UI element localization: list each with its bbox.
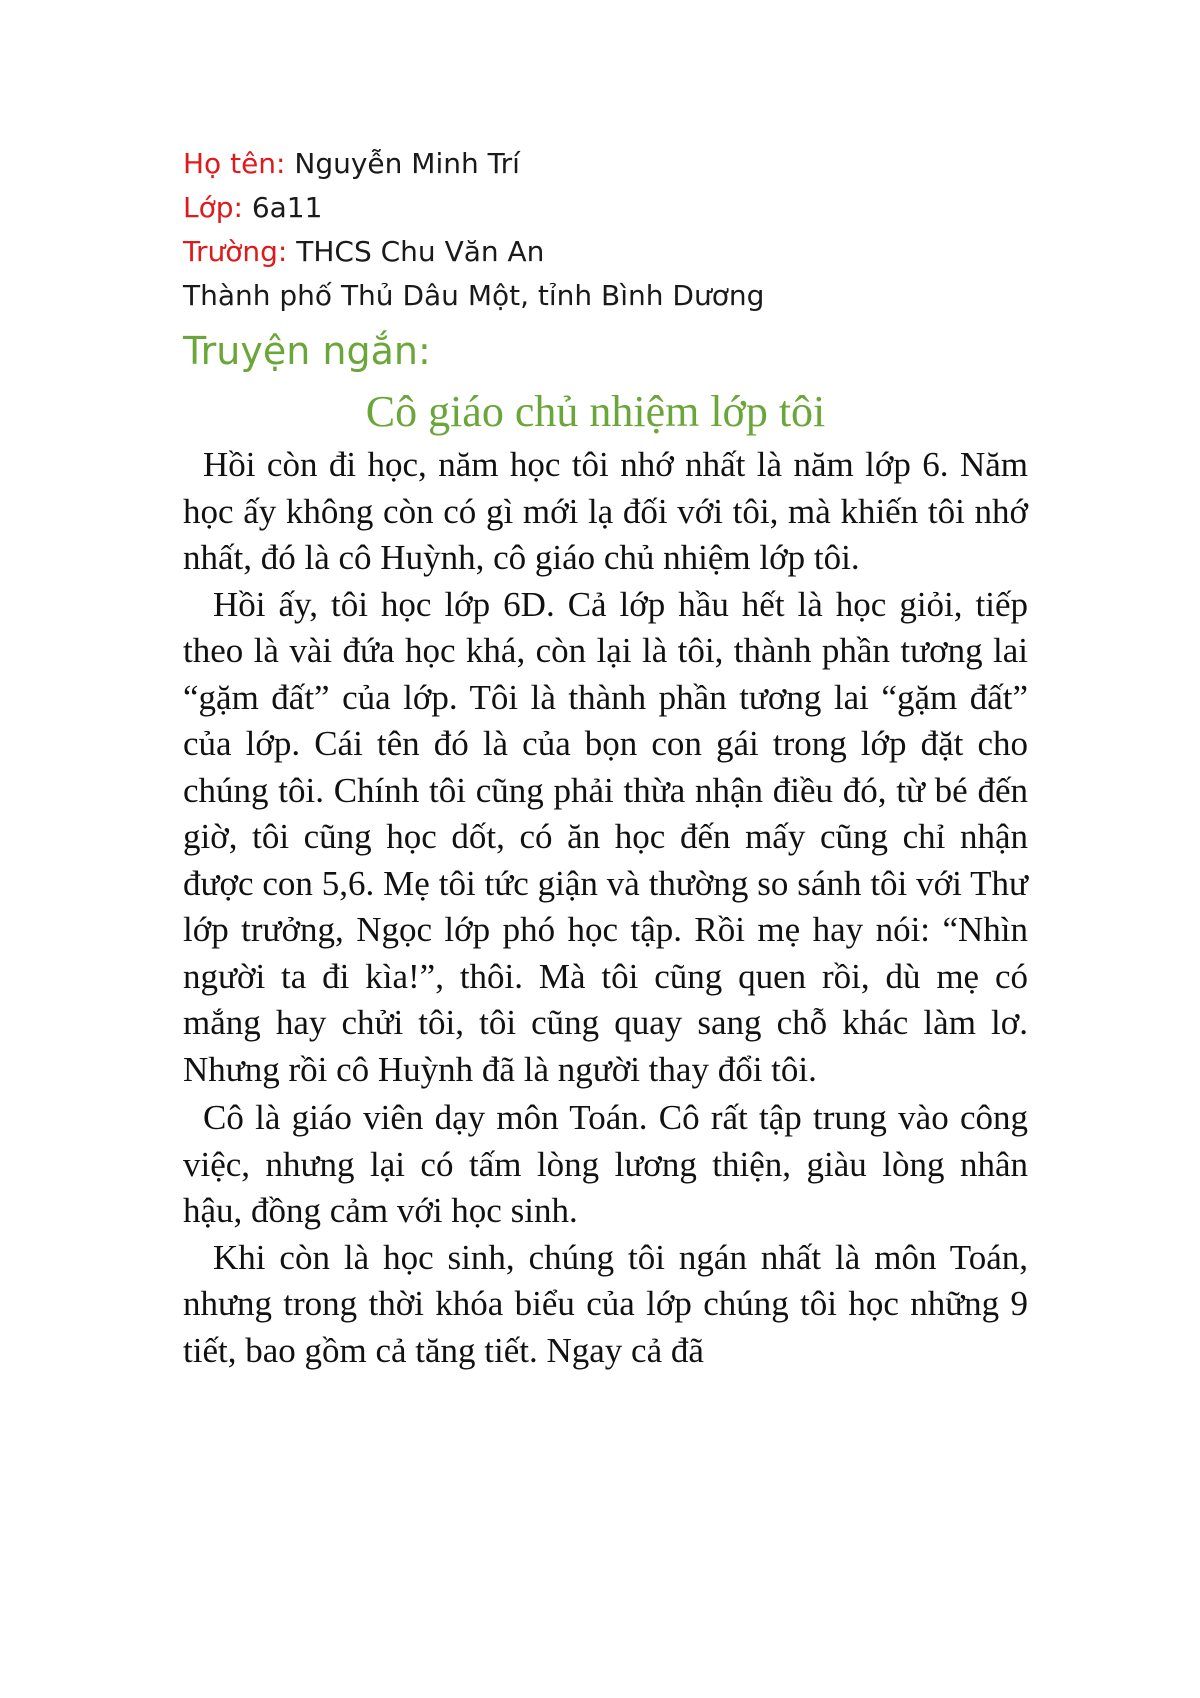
story-paragraph: Cô là giáo viên dạy môn Toán. Cô rất tập trung vào công việc, nhưng lại có tấm lòng lương thiện, giàu lòng nhân hậu, đồng cảm với học sinh. — [183, 1098, 1028, 1230]
story-paragraph: Hồi ấy, tôi học lớp 6D. Cả lớp hầu hết là học giỏi, tiếp theo là vài đứa học khá, còn lại là tôi, thành phần tương lai “gặm đất” của lớp. Tôi là thành phần tương lai “gặm đất” của lớp. Cái tên đó là của bọn con gái trong lớp đặt cho chúng tôi. Chính tôi cũng phải thừa nhận điều đó, từ bé đến giờ, tôi cũng học dốt, có ăn học đến mấy cũng chỉ nhận được con 5,6. Mẹ tôi tức giận và thường so sánh tôi với Thư lớp trưởng, Ngọc lớp phó học tập. Rồi mẹ hay nói: “Nhìn người ta đi kìa!”, thôi. Mà tôi cũng quen rồi, dù mẹ có mắng hay chửi tôi, tôi cũng quay sang chỗ khác làm lơ. Nhưng rồi cô Huỳnh đã là người thay đổi tôi. — [183, 584, 1028, 1089]
genre-heading: Truyện ngắn: — [183, 329, 431, 373]
story-paragraph: Hồi còn đi học, năm học tôi nhớ nhất là năm lớp 6. Năm học ấy không còn có gì mới lạ đối với tôi, mà khiến tôi nhớ nhất, đó là cô Huỳnh, cô giáo chủ nhiệm lớp tôi. — [183, 445, 1028, 577]
class-line — [183, 186, 1028, 230]
class-value: 6a11 — [242, 191, 323, 224]
name-label: Họ tên: — [183, 147, 286, 180]
school-line — [183, 230, 1028, 274]
school-value: THCS Chu Văn An — [287, 235, 545, 268]
location-line: Thành phố Thủ Dâu Một, tỉnh Bình Dương — [183, 279, 765, 312]
document-page — [183, 142, 1028, 1374]
student-name-line — [183, 142, 1028, 186]
class-label: Lớp: — [183, 191, 243, 224]
name-value: Nguyễn Minh Trí — [285, 147, 520, 180]
story-title: Cô giáo chủ nhiệm lớp tôi — [365, 387, 826, 436]
school-label: Trường: — [183, 235, 288, 268]
story-paragraph: Khi còn là học sinh, chúng tôi ngán nhất là môn Toán, nhưng trong thời khóa biểu của lớp chúng tôi học những 9 tiết, bao gồm cả tăng tiết. Ngay cả đã — [183, 1237, 1028, 1370]
